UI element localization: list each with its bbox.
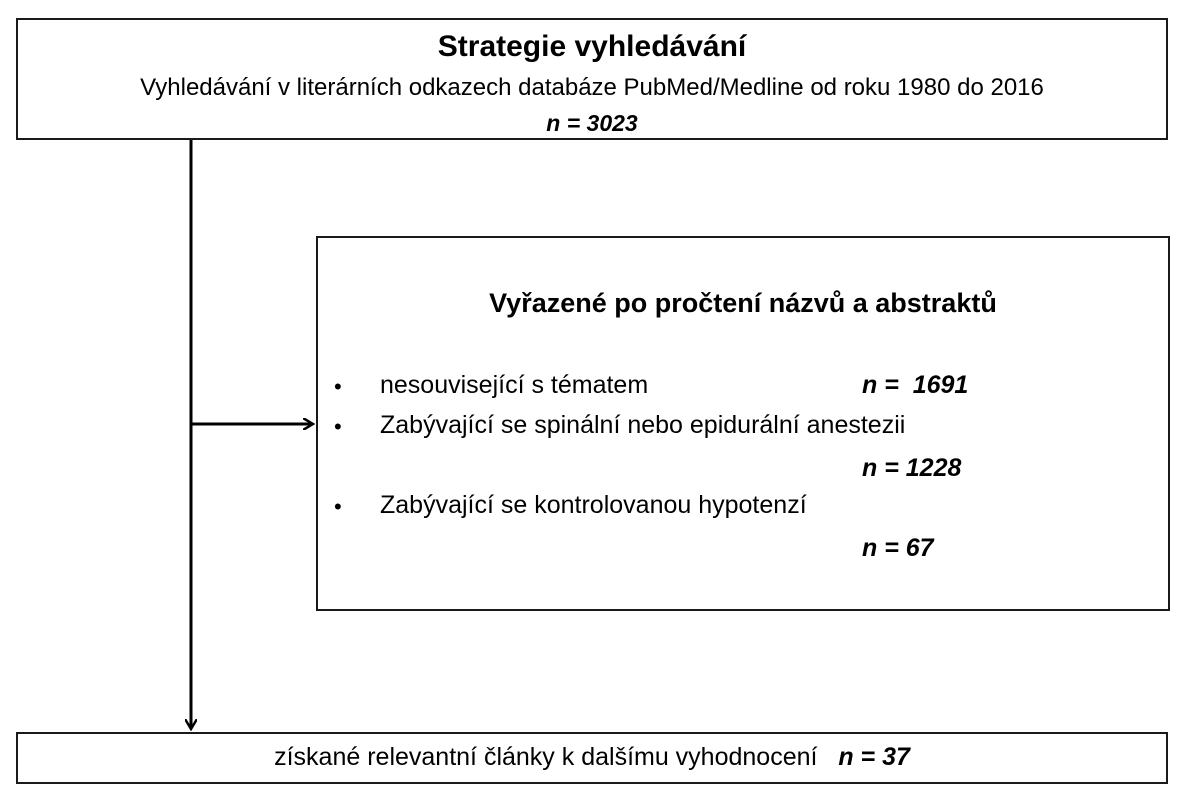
relevant-articles-label: získané relevantní články k dalšímu vyhodnocení [274, 743, 818, 771]
excluded-item-label: nesouvisející s tématem [380, 371, 649, 399]
search-strategy-title: Strategie vyhledávání [437, 30, 747, 63]
excluded-item-count: n = 1691 [862, 371, 969, 399]
bullet-marker: • [334, 494, 342, 519]
excluded-item-label: Zabývající se kontrolovanou hypotenzí [380, 491, 807, 519]
excluded-item-count: n = 1228 [862, 454, 962, 482]
excluded-articles-box [316, 236, 1170, 611]
search-strategy-box [16, 18, 1168, 140]
relevant-articles-count: n = 37 [838, 743, 910, 771]
excluded-item-label: Zabývající se spinální nebo epidurální anestezii [380, 411, 906, 439]
search-strategy-count: n = 3023 [546, 110, 638, 136]
bullet-marker: • [334, 374, 342, 399]
search-strategy-description: Vyhledávání v literárních odkazech databáze PubMed/Medline od roku 1980 do 2016 [140, 74, 1044, 101]
excluded-item-count: n = 67 [862, 534, 934, 562]
relevant-articles-line [18, 743, 1166, 772]
relevant-articles-box [16, 732, 1168, 784]
bullet-marker: • [334, 414, 342, 439]
excluded-articles-title: Vyřazené po pročtení názvů a abstraktů [489, 288, 997, 318]
